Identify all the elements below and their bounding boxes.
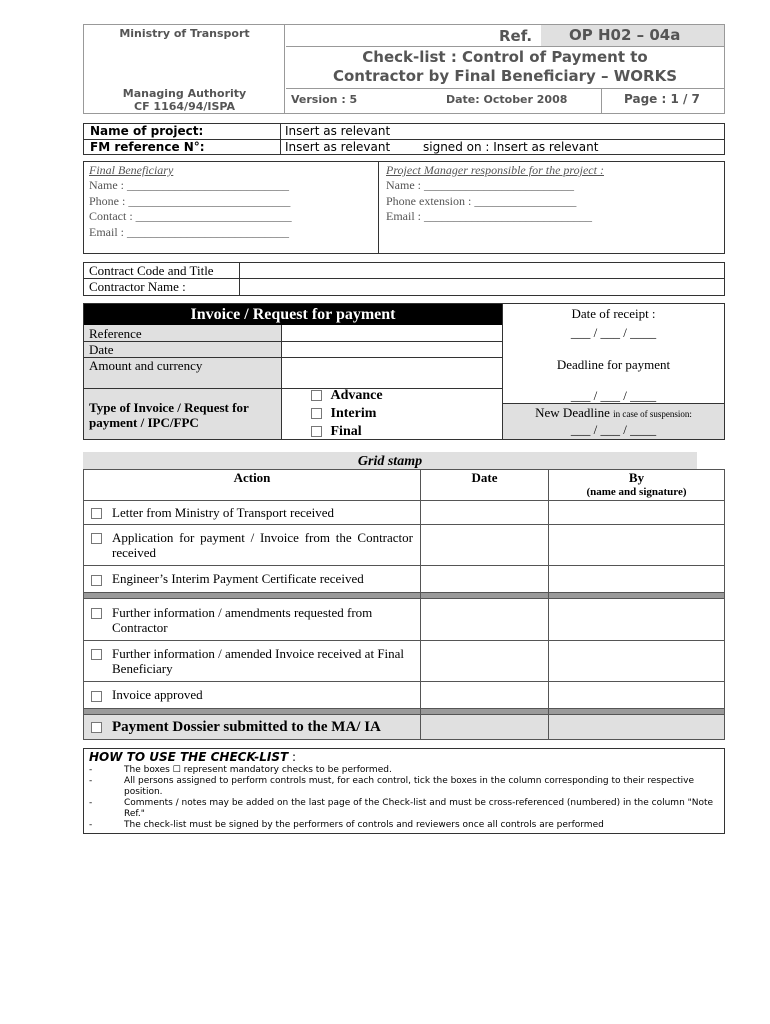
date-field-label: Date <box>89 342 114 357</box>
header-left-cell <box>84 25 285 113</box>
fm-reference-label: FM reference N°: <box>90 140 205 154</box>
manager-email[interactable]: Email : ____________________________ <box>386 209 592 223</box>
title-line-1: Check-list : Control of Payment to <box>362 48 648 66</box>
action-text: Further information / amended Invoice received at Final Beneficiary <box>112 646 405 676</box>
howto-text: All persons assigned to perform controls must, for each control, tick the boxes in the column corresponding to their respective position. <box>124 776 695 797</box>
date-cell[interactable] <box>421 566 549 593</box>
fm-reference-value[interactable]: Insert as relevant <box>285 140 391 154</box>
checkbox-icon[interactable] <box>91 575 102 586</box>
checkbox-icon[interactable] <box>311 426 322 437</box>
action-cell <box>84 715 421 740</box>
table-row <box>84 715 725 740</box>
howto-text: The boxes ☐ represent mandatory checks to be performed. <box>124 765 392 775</box>
invoice-section <box>83 303 725 440</box>
grid-stamp-title: Grid stamp <box>83 452 697 469</box>
list-item: - All persons assigned to perform controls must, for each control, tick the boxes in the column corresponding to their respective position. <box>89 776 719 798</box>
document-title <box>286 48 724 86</box>
checkbox-icon[interactable] <box>311 408 322 419</box>
howto-list <box>89 765 719 831</box>
by-cell[interactable] <box>549 641 725 682</box>
list-item: - The boxes ☐ represent mandatory checks to be performed. <box>89 765 392 775</box>
checkbox-icon[interactable] <box>91 722 102 733</box>
date-cell[interactable] <box>421 682 549 709</box>
action-cell <box>84 566 421 593</box>
authority-label: Managing Authority <box>122 87 247 100</box>
by-column-header <box>549 470 725 501</box>
action-text: Application for payment / Invoice from the Contractor received <box>112 530 413 560</box>
date-cell[interactable] <box>421 641 549 682</box>
manager-title: Project Manager responsible for the project : <box>386 163 604 177</box>
date-cell[interactable] <box>421 599 549 641</box>
ministry-label: Ministry of Transport <box>119 27 250 40</box>
action-text: Further information / amendments requested from Contractor <box>112 604 373 635</box>
action-cell <box>84 682 421 709</box>
amount-label: Amount and currency <box>89 358 203 373</box>
new-deadline-label <box>503 405 724 421</box>
option-label: Advance <box>330 388 383 403</box>
by-cell[interactable] <box>549 501 725 525</box>
date-column-header: Date <box>421 470 549 501</box>
title-line-2: Contractor by Final Beneficiary – WORKS <box>332 67 678 85</box>
action-cell <box>84 501 421 525</box>
table-row <box>84 641 725 682</box>
contractor-name-label: Contractor Name : <box>89 279 186 294</box>
table-row <box>84 525 725 566</box>
checkbox-icon[interactable] <box>91 691 102 702</box>
action-cell <box>84 641 421 682</box>
by-cell[interactable] <box>549 715 725 740</box>
type-option-advance[interactable] <box>311 388 383 404</box>
beneficiary-phone[interactable]: Phone : ___________________________ <box>89 194 291 208</box>
grid-header-row <box>84 470 725 501</box>
by-cell[interactable] <box>549 525 725 566</box>
project-box <box>83 123 725 155</box>
beneficiary-email[interactable]: Email : ___________________________ <box>89 225 289 239</box>
list-item: - Comments / notes may be added on the last page of the Check-list and must be cross-referenced (numbered) in the column "Note Ref." <box>89 798 719 820</box>
table-row <box>84 501 725 525</box>
invoice-header: Invoice / Request for payment <box>84 304 502 325</box>
document-header <box>83 24 725 114</box>
receipt-date-blank[interactable]: ___ / ___ / ____ <box>570 325 657 340</box>
list-item: - The check-list must be signed by the performers of controls and reviewers once all controls are performed <box>89 820 604 830</box>
action-text: Payment Dossier submitted to the MA/ IA <box>112 718 381 735</box>
type-option-interim[interactable] <box>311 406 376 422</box>
ref-code: OP H02 – 04a <box>541 25 724 46</box>
howto-text: The check-list must be signed by the performers of controls and reviewers once all controls are performed <box>124 820 604 830</box>
action-text: Invoice approved <box>112 687 203 702</box>
howto-text: Comments / notes may be added on the last page of the Check-list and must be cross-referenced (numbered) in the column "Note Ref." <box>124 798 714 819</box>
checkbox-icon[interactable] <box>91 508 102 519</box>
checkbox-icon[interactable] <box>91 608 102 619</box>
receipt-label: Date of receipt : <box>571 306 656 321</box>
project-name-value[interactable]: Insert as relevant <box>285 124 391 138</box>
action-column-header: Action <box>84 470 421 501</box>
howto-colon: : <box>288 750 297 764</box>
beneficiary-title: Final Beneficiary <box>89 163 174 177</box>
beneficiary-contact[interactable]: Contact : __________________________ <box>89 209 292 223</box>
action-cell <box>84 525 421 566</box>
date-label: Date: October 2008 <box>446 93 568 106</box>
table-row <box>84 599 725 641</box>
new-deadline-date-blank[interactable]: ___ / ___ / ____ <box>570 422 657 437</box>
authority-code: CF 1164/94/ISPA <box>134 100 235 113</box>
new-deadline-note: in case of suspension: <box>613 409 692 419</box>
checkbox-icon[interactable] <box>91 649 102 660</box>
howto-box <box>83 748 725 834</box>
by-cell[interactable] <box>549 682 725 709</box>
date-cell[interactable] <box>421 715 549 740</box>
beneficiary-name[interactable]: Name : ___________________________ <box>89 178 289 192</box>
contacts-box <box>83 161 725 254</box>
howto-title <box>89 750 296 764</box>
table-row <box>84 682 725 709</box>
howto-title-text: HOW TO USE THE CHECK-LIST <box>89 750 289 764</box>
signed-on-value[interactable]: signed on : Insert as relevant <box>423 140 599 154</box>
page-label: Page : 1 / 7 <box>624 92 700 106</box>
by-cell[interactable] <box>549 599 725 641</box>
new-deadline-text: New Deadline <box>535 405 610 420</box>
action-text: Letter from Ministry of Transport received <box>112 504 335 520</box>
checkbox-icon[interactable] <box>91 533 102 544</box>
invoice-type-label: Type of Invoice / Request for payment / IPC/FPC <box>89 400 249 430</box>
contract-code-label: Contract Code and Title <box>89 263 214 278</box>
date-cell[interactable] <box>421 525 549 566</box>
action-text: Engineer’s Interim Payment Certificate received <box>112 571 364 586</box>
contract-box <box>83 262 725 296</box>
option-label: Final <box>330 424 362 439</box>
manager-phone[interactable]: Phone extension : _________________ <box>386 194 577 208</box>
deadline-date-blank[interactable]: ___ / ___ / ____ <box>570 388 657 403</box>
by-sublabel: (name and signature) <box>586 486 687 498</box>
ref-label: Ref. <box>499 27 533 45</box>
manager-name[interactable]: Name : _________________________ <box>386 178 574 192</box>
option-label: Interim <box>330 406 377 421</box>
grid-stamp-table <box>83 469 725 740</box>
by-label: By <box>628 470 645 485</box>
by-cell[interactable] <box>549 566 725 593</box>
type-option-final[interactable] <box>311 424 362 440</box>
checkbox-icon[interactable] <box>311 390 322 401</box>
deadline-label: Deadline for payment <box>556 357 671 372</box>
table-row <box>84 566 725 593</box>
date-cell[interactable] <box>421 501 549 525</box>
action-cell <box>84 599 421 641</box>
reference-label: Reference <box>89 326 142 341</box>
version-label: Version : 5 <box>291 93 358 106</box>
project-name-label: Name of project: <box>90 124 204 138</box>
